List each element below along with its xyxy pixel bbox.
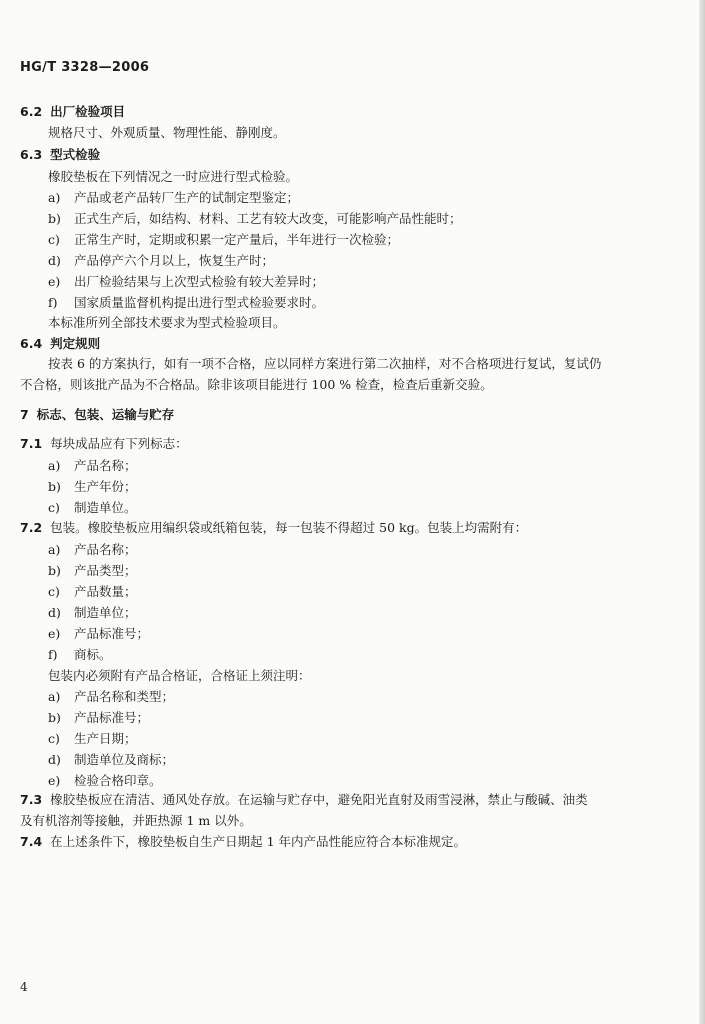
section-title: 判定规则 — [50, 336, 101, 351]
section-number: 7.3 — [20, 792, 43, 807]
list-item: d) 制造单位及商标； — [48, 752, 175, 767]
section-text: 每块成品应有下列标志： — [50, 436, 188, 451]
section-6-3-intro: 橡胶垫板在下列情况之一时应进行型式检验。 — [48, 169, 299, 184]
section-7-1 — [20, 436, 188, 452]
list-item: f) 国家质量监督机构提出进行型式检验要求时。 — [48, 295, 325, 310]
section-number: 6.4 — [20, 336, 43, 351]
list-item: a) 产品名称； — [48, 542, 137, 557]
list-item: a) 产品名称； — [48, 458, 137, 473]
section-6-3-heading — [20, 147, 100, 163]
list-item: d) 制造单位； — [48, 605, 137, 620]
list-item: c) 产品数量； — [48, 584, 137, 599]
section-number: 6.3 — [20, 147, 43, 162]
section-title: 型式检验 — [50, 147, 101, 162]
section-6-4-heading — [20, 336, 100, 352]
section-text: 在上述条件下，橡胶垫板自生产日期起 1 年内产品性能应符合本标准规定。 — [50, 834, 467, 849]
cert-intro: 包装内必须附有产品合格证，合格证上须注明： — [48, 668, 311, 683]
section-6-4-line2: 不合格，则该批产品为不合格品。除非该项目能进行 100 % 检查，检查后重新交验。 — [20, 377, 493, 392]
section-number: 6.2 — [20, 104, 43, 119]
list-item: c) 制造单位。 — [48, 500, 137, 515]
section-7-4 — [20, 834, 466, 850]
list-item: b) 产品类型； — [48, 563, 137, 578]
section-text: 包装。橡胶垫板应用编织袋或纸箱包装，每一包装不得超过 50 kg。包装上均需附有： — [50, 520, 528, 535]
section-6-3-outro: 本标准所列全部技术要求为型式检验项目。 — [48, 315, 286, 330]
list-item: a) 产品名称和类型； — [48, 689, 175, 704]
section-7-3 — [20, 792, 588, 808]
section-number: 7.2 — [20, 520, 43, 535]
page-number: 4 — [20, 980, 28, 994]
section-6-2-text: 规格尺寸、外观质量、物理性能、静刚度。 — [48, 125, 286, 140]
list-item: b) 生产年份； — [48, 479, 137, 494]
section-7-3-line2: 及有机溶剂等接触，并距热源 1 m 以外。 — [20, 813, 252, 828]
list-item: f) 商标。 — [48, 647, 112, 662]
list-item: a) 产品或老产品转厂生产的试制定型鉴定； — [48, 190, 300, 205]
list-item: c) 生产日期； — [48, 731, 137, 746]
list-item: e) 检验合格印章。 — [48, 773, 162, 788]
section-title: 标志、包装、运输与贮存 — [36, 407, 175, 422]
list-item: c) 正常生产时，定期或积累一定产量后，半年进行一次检验； — [48, 232, 400, 247]
section-7-2 — [20, 520, 527, 536]
page-edge-shadow — [699, 0, 705, 1024]
list-item: b) 产品标准号； — [48, 710, 150, 725]
section-7-heading — [20, 407, 174, 423]
section-title: 出厂检验项目 — [50, 104, 126, 119]
list-item: e) 产品标准号； — [48, 626, 150, 641]
section-text: 橡胶垫板应在清洁、通风处存放。在运输与贮存中，避免阳光直射及雨雪浸淋，禁止与酸碱、油类 — [50, 792, 588, 807]
section-6-2-heading — [20, 104, 125, 120]
section-6-4-line1: 按表 6 的方案执行，如有一项不合格，应以同样方案进行第二次抽样，对不合格项进行复试，复试仍 — [48, 356, 602, 371]
list-item: d) 产品停产六个月以上，恢复生产时； — [48, 253, 275, 268]
list-item: e) 出厂检验结果与上次型式检验有较大差异时； — [48, 274, 325, 289]
standard-number: HG/T 3328—2006 — [20, 60, 150, 75]
section-number: 7.1 — [20, 436, 43, 451]
list-item: b) 正式生产后，如结构、材料、工艺有较大改变，可能影响产品性能时； — [48, 211, 462, 226]
section-number: 7.4 — [20, 834, 43, 849]
section-number: 7 — [20, 407, 29, 422]
